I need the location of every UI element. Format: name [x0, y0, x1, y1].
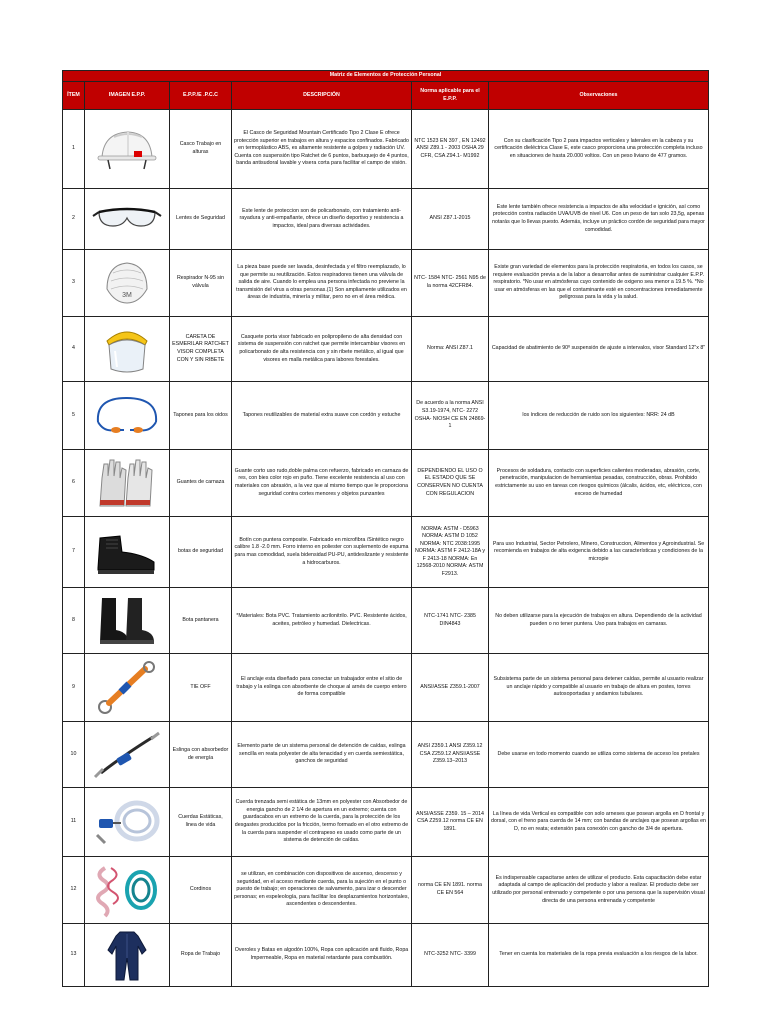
ppe-matrix-table — [62, 70, 709, 987]
norm-cell: ANSI/ASSE Z359.1-2007 — [412, 654, 489, 722]
table-row — [63, 250, 709, 317]
header-epp: E.P.P./E .P.C.C — [170, 82, 232, 110]
description-cell: La pieza base puede ser lavada, desinfectada y el filtro reemplazado, lo que permite su reutilización. Estos respiradores tienen una válvula de salida de aire. Cuando lo emplea una persona infectada no previene la transmisión del virus a otras personas.(1) Son ampliamente utilizados en áreas de industria, minería y militar, pero no en el área médica. — [232, 250, 412, 317]
norm-cell: NTC 1523 EN 397 , EN 12492 ANSI Z89.1 - 2003 OSHA 29 CFR, CSA Z94.1- M1992 — [412, 110, 489, 189]
earplugs-icon — [90, 392, 164, 440]
epp-name: Ropa de Trabajo — [170, 924, 232, 987]
tie-off-lanyard-icon — [91, 659, 163, 717]
product-image — [85, 110, 170, 189]
table-row — [63, 517, 709, 588]
norm-cell: NTC-1741 NTC- 2385 DIN4843 — [412, 588, 489, 654]
item-number: 2 — [63, 189, 85, 250]
item-number: 8 — [63, 588, 85, 654]
norm-cell: ANSI Z359.1 ANSI Z359.12 CSA Z259.12 ANSI/ASSE Z359.13–2013 — [412, 722, 489, 788]
epp-name: Bota pantanera — [170, 588, 232, 654]
product-image — [85, 788, 170, 857]
product-image — [85, 924, 170, 987]
table-row — [63, 317, 709, 382]
observations-cell: Capacidad de abatimiento de 90º suspensión de ajuste a intervalos, visor Standard 12"x 8" — [489, 317, 709, 382]
rubber-boots-icon — [94, 594, 160, 648]
table-row — [63, 450, 709, 517]
epp-name: Cuerdas Estáticas, linea de vida — [170, 788, 232, 857]
shock-absorber-lanyard-icon — [91, 727, 163, 783]
norm-cell: De acuerdo a la norma ANSI S3.19-1974, NTC- 2272 OSHA- NIOSH CE EN 24869-1 — [412, 382, 489, 450]
safety-glasses-icon — [91, 204, 163, 234]
observations-cell: Es indispensable capacitarse antes de utilizar el producto. Esta capacitación debe estar adaptada al campo de aplicación del producto y labor a realizar. El producto debe ser utilizado por personal entrenado y competente o por una persona que la supervisión visual directa de una persona entrenada y competente — [489, 857, 709, 924]
face-shield-icon — [97, 323, 157, 375]
observations-cell: Tener en cuenta los materiales de la ropa previa evaluación a los riesgos de la labor. — [489, 924, 709, 987]
epp-name: CARETA DE ESMERILAR RATCHET VISOR COMPLETA CON Y SIN RIBETE — [170, 317, 232, 382]
product-image — [85, 857, 170, 924]
norm-cell: ANSI/ASSE Z359. 15 – 2014 CSA Z259.12 norma CE EN 1891. — [412, 788, 489, 857]
norm-cell: NTC- 1584 NTC- 2561 N95 de la norma 42CFR84. — [412, 250, 489, 317]
gloves-icon — [94, 456, 160, 510]
item-number: 12 — [63, 857, 85, 924]
description-cell: El Casco de Seguridad Mountain Certificado Tipo 2 Clase E ofrece protección superior en trabajos en altura y espacios confinados. Fabricado en termoplástico ABS, es altamente resistente a golpes y radiación UV. Cuenta con suspensión tipo Ratchet de 6 puntos, barbuquejo de 4 puntos, banda antisudoral lavable y visera corta para facilitar el campo de visión. — [232, 110, 412, 189]
product-image — [85, 654, 170, 722]
observations-cell: Con su clasificación Tipo 2 para impactos verticales y laterales en la cabeza y su certificación dieléctrica Clase E, este casco proporciona una protección completa incluso en situaciones de hasta 20.000 voltios. Con un peso liviano de 477 gramos. — [489, 110, 709, 189]
item-number: 11 — [63, 788, 85, 857]
product-image — [85, 450, 170, 517]
safety-boots-icon — [92, 528, 162, 576]
norm-cell: NORMA: ASTM - D5963 NORMA: ASTM D 1052 NORMA: NTC 2038:1995 NORMA: ASTM F 2412-18A y F 2413-18 NORMA: En 12568-2010 NORMA: ASTM F2913. — [412, 517, 489, 588]
coverall-icon — [102, 928, 152, 982]
respirator-icon — [99, 259, 155, 307]
product-image — [85, 517, 170, 588]
observations-cell: Subsistema parte de un sistema personal para detener caídas, permite al usuario realizar un anclaje rápido y compatible al usuario en trabajo de altura en postes, torres autosoportadas y andamios tubulares. — [489, 654, 709, 722]
item-number: 7 — [63, 517, 85, 588]
svg-text:3M: 3M — [122, 292, 132, 299]
observations-cell: Existe gran variedad de elementos para la protección respiratoria, en todos los casos, se requiere evaluación previa a de la labor a desarrollar antes de suministrar cualquier E.P.P. respiratorio. *No usar en atmósferas cuyo contenido de oxigeno sea menor a 19.5 %. *No usar en atmósferas en las que el contaminante esté en concentraciones inmediatamente peligrosas para la vida y la salud. — [489, 250, 709, 317]
table-row — [63, 857, 709, 924]
norm-cell: DEPENDIENDO EL USO O EL ESTADO QUE SE CONSERVEN NO CUENTA CON REGULACION — [412, 450, 489, 517]
item-number: 4 — [63, 317, 85, 382]
item-number: 13 — [63, 924, 85, 987]
table-row — [63, 110, 709, 189]
helmet-icon — [94, 127, 160, 171]
product-image — [85, 189, 170, 250]
description-cell: Cuerda trenzada semi estática de 13mm en polyester con Absorbedor de energia gancho de 2 1/4 de apertura en un extremo; cuenta con guardacabos en un extremo de la cuerda, para la protección de los desgastes producidos por la fricción, termo formado en el otro extremo de la cuerda para suspender el contrapeso es usado como parte de un sistema de detención de caídas. — [232, 788, 412, 857]
norm-cell: Norma: ANSI Z87.1 — [412, 317, 489, 382]
table-title: Matriz de Elementos de Protección Personal — [63, 71, 709, 82]
description-cell: Overoles y Batas en algodón 100%, Ropa con aplicación anti fluido, Ropa Impermeable, Ropa en material retardante para combustión. — [232, 924, 412, 987]
epp-name: Casco Trabajo en alturas — [170, 110, 232, 189]
product-image — [85, 382, 170, 450]
item-number: 1 — [63, 110, 85, 189]
observations-cell: Procesos de soldadura, contacto con superficies calientes moderadas, abrasión, corte, penetración, manipulacion de herramientas pesadas, construcción, obras. Prohibido estrictamente su uso en tareas con riesgos químicos (álcalis, ácidos, etc, eléctricos, con exceso de humedad — [489, 450, 709, 517]
observations-cell: los índices de reducción de ruido son los siguientes: NRR: 24 dB — [489, 382, 709, 450]
epp-name: Respirador N-95 sin válvula — [170, 250, 232, 317]
observations-cell: Para uso Industrial, Sector Petrolero, Minero, Construccion, Alimentos y Agroindustrial. Se recomienda en trabajos de alta exigencia debido a las características y condiciones de la micropie — [489, 517, 709, 588]
product-image — [85, 317, 170, 382]
rope-cord-icon — [91, 862, 163, 918]
table-row — [63, 382, 709, 450]
header-image: IMAGEN E.P.P. — [85, 82, 170, 110]
description-cell: Botín con puntera composite. Fabricado en microfibra /Sintético negro calibre 1.8 -2.0 mm. Forro interno en poliester con suplemento de espuma para mas comodidad, suela bidensidad PU-PU, antideslizante y resistente a hidrocarburos. — [232, 517, 412, 588]
header-norm: Norma aplicable para el E.P.P. — [412, 82, 489, 110]
description-cell: El anclaje esta diseñado para conectar un trabajador entre el sitio de trabajo y la eslinga con absorbente de choque al arnés de cuerpo entero de forma compatible — [232, 654, 412, 722]
item-number: 5 — [63, 382, 85, 450]
product-image — [85, 722, 170, 788]
description-cell: *Materiales: Bota PVC. Tratamiento acrilonitrilo. PVC. Resistente ácidos, aceites, petróleo y humedad. Dielectricas. — [232, 588, 412, 654]
epp-name: Cordinos — [170, 857, 232, 924]
norm-cell: ANSI Z87.1-2015 — [412, 189, 489, 250]
product-image — [85, 588, 170, 654]
item-number: 9 — [63, 654, 85, 722]
header-description: DESCRIPCIÓN — [232, 82, 412, 110]
header-observations: Observaciones — [489, 82, 709, 110]
observations-cell: Este lente también ofrece resistencia a impactos de alta velocidad e ignición, así como protección contra radiación UVA/UVB de nivel U6. Con un peso de tan solo 23,5g, apenas notarás que lo llevas puesto. Además, incluye un práctico cordón de seguridad para mayor comodidad. — [489, 189, 709, 250]
epp-name: Lentes de Seguridad — [170, 189, 232, 250]
table-row — [63, 788, 709, 857]
description-cell: Guante corto uso rudo,doble palma con refuerzo, fabricado en carnaza de res, con bies color rojo en puño. Tiene excelente resistencia al uso con materiales con abrasión, a la vez que al mismo tiempo que le proporciona seguridad contra cortes menores y objetos punzantes — [232, 450, 412, 517]
lifeline-icon — [91, 793, 163, 851]
table-row — [63, 924, 709, 987]
table-row — [63, 722, 709, 788]
observations-cell: La línea de vida Vertical es compatible con solo arneses que posean argolla en D frontal y dorsal, con el freno para cuerda de 14 mm; con bandas de anclajes que posean argollas en D, no en reata; extensión para conexión con gancho de 3/4 de apertura. — [489, 788, 709, 857]
description-cell: Tapones reutilizables de material extra suave con cordón y estuche — [232, 382, 412, 450]
table-row — [63, 189, 709, 250]
description-cell: Casquete porta visor fabricado en polipropileno de alta densidad con sistema de suspensión con ratchet que permite intercambiar visores en policarbonato de alta resistencia con y sin ribete metálico, al igual que visores en malla metálica para labores forestales. — [232, 317, 412, 382]
epp-name: botas de seguridad — [170, 517, 232, 588]
norm-cell: norma CE EN 1891. norma CE EN 564 — [412, 857, 489, 924]
observations-cell: Debe usarse en todo momento cuando se utiliza como sistema de acceso los pretales — [489, 722, 709, 788]
header-item: ÍTEM — [63, 82, 85, 110]
product-image — [85, 250, 170, 317]
epp-name: Eslinga con absorbedor de energía — [170, 722, 232, 788]
description-cell: Este lente de proteccion son de policarbonato, con tratamiento anti-rayadura y anti-empañante, ofrece un diseño deportivo y resistencia a impactos, ideal para diversas actividades. — [232, 189, 412, 250]
item-number: 6 — [63, 450, 85, 517]
table-row — [63, 588, 709, 654]
table-row — [63, 654, 709, 722]
item-number: 3 — [63, 250, 85, 317]
epp-name: TIE OFF — [170, 654, 232, 722]
epp-name: Tapones para los oidos — [170, 382, 232, 450]
observations-cell: No deben utilizarse para la ejecución de trabajos en altura. Dependiendo de la actividad pueden o no tener puntera. Uso para trabajos en camaras. — [489, 588, 709, 654]
item-number: 10 — [63, 722, 85, 788]
description-cell: se utilizan, en combinación con dispositivos de ascenso, descenso y seguridad, en el acceso mediante cuerda, para la sujeción en el punto o puesto de trabajo; en operaciones de salvamento, para izar o descender personas; en espeleología, para facilitar los desplazamientos horizontales, ascendentes o descendentes. — [232, 857, 412, 924]
epp-name: Guantes de carnaza — [170, 450, 232, 517]
description-cell: Elemento parte de un sistema personal de detención de caídas, eslinga sencilla en reata polyester de alta tenacidad y en cuerda semiestática, ganchos de seguridad — [232, 722, 412, 788]
norm-cell: NTC-3252 NTC- 3399 — [412, 924, 489, 987]
